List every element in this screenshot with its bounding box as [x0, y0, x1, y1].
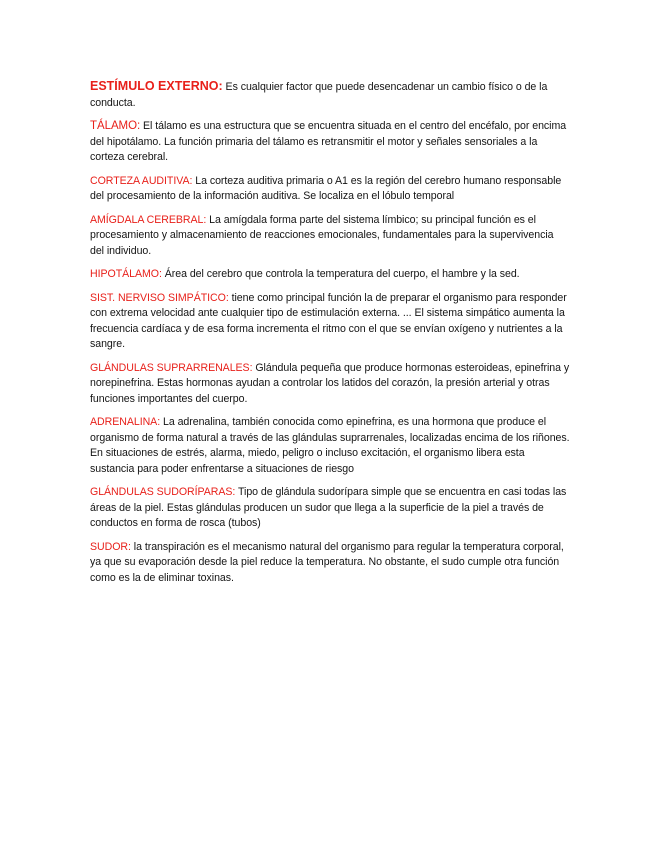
definition-text: La adrenalina, también conocida como epinefrina, es una hormona que produce el organismo de forma natural a través de las glándulas suprarrenales, localizadas encima de los riñones. En situaciones de estrés, alarma, miedo, peligro o incluso excitación, el organismo libera esta sustancia para poder enfrentarse a situaciones de riesgo [90, 416, 570, 475]
term-label: GLÁNDULAS SUDORÍPARAS: [90, 486, 236, 498]
definition-text: tiene como principal función la de preparar el organismo para responder con extrema velocidad ante cualquier tipo de estimulación externa. ... El sistema simpático aumenta la frecuencia cardíaca y de esa forma incrementa el ritmo con el que se envían oxígeno y nutrientes a la sangre. [90, 291, 567, 350]
glossary-page [90, 78, 570, 594]
term-label: TÁLAMO: [90, 120, 141, 132]
entry-estimulo-externo [90, 78, 570, 111]
definition-text: la transpiración es el mecanismo natural del organismo para regular la temperatura corporal, ya que su evaporación desde la piel reduce la temperatura. No obstante, el sudo cumple otra función como es la de eliminar toxinas. [90, 540, 564, 584]
entry-glandulas-sudoriparas [90, 485, 570, 532]
definition-text: Es cualquier factor que puede desencadenar un cambio físico o de la conducta. [90, 81, 548, 109]
definition-text: Glándula pequeña que produce hormonas esteroideas, epinefrina y norepinefrina. Estas hormonas ayudan a controlar los latidos del corazón, la presión arterial y otras funciones importantes del cuerpo. [90, 361, 570, 405]
entry-sudor [90, 540, 570, 587]
term-label: AMÍGDALA CEREBRAL: [90, 213, 207, 226]
entry-amigdala-cerebral [90, 213, 570, 260]
definition-text: Área del cerebro que controla la temperatura del cuerpo, el hambre y la sed. [161, 268, 520, 280]
entry-corteza-auditiva [90, 174, 570, 205]
term-label: SUDOR: [90, 540, 131, 553]
entry-talamo [90, 119, 570, 166]
term-label: SIST. NERVISO SIMPÁTICO: [90, 291, 229, 304]
term-label: CORTEZA AUDITIVA: [90, 174, 193, 187]
definition-text: Tipo de glándula sudorípara simple que se encuentra en casi todas las áreas de la piel. Estas glándulas producen un sudor que llega a la superficie de la piel a través de conductos en forma de rosca (tubos) [90, 486, 567, 529]
definition-text: El tálamo es una estructura que se encuentra situada en el centro del encéfalo, por encima del hipotálamo. La función primaria del tálamo es retransmitir el motor y señales sensoriales a la corteza cerebral. [90, 120, 567, 163]
entry-sist-nervioso-simpatico [90, 291, 570, 353]
entry-glandulas-suprarrenales [90, 361, 570, 408]
entry-adrenalina [90, 415, 570, 477]
term-label: ADRENALINA: [90, 416, 161, 428]
term-label: GLÁNDULAS SUPRARRENALES: [90, 361, 253, 374]
definition-text: La corteza auditiva primaria o A1 es la región del cerebro humano responsable del procesamiento de la información auditiva. Se localiza en el lóbulo temporal [90, 174, 562, 202]
term-label: HIPOTÁLAMO: [90, 268, 162, 280]
entry-hipotalamo [90, 267, 570, 283]
definition-text: La amígdala forma parte del sistema límbico; su principal función es el procesamiento y almacenamiento de reacciones emocionales, fundamentales para la supervivencia del individuo. [90, 213, 554, 257]
term-label: ESTÍMULO EXTERNO: [90, 79, 223, 93]
